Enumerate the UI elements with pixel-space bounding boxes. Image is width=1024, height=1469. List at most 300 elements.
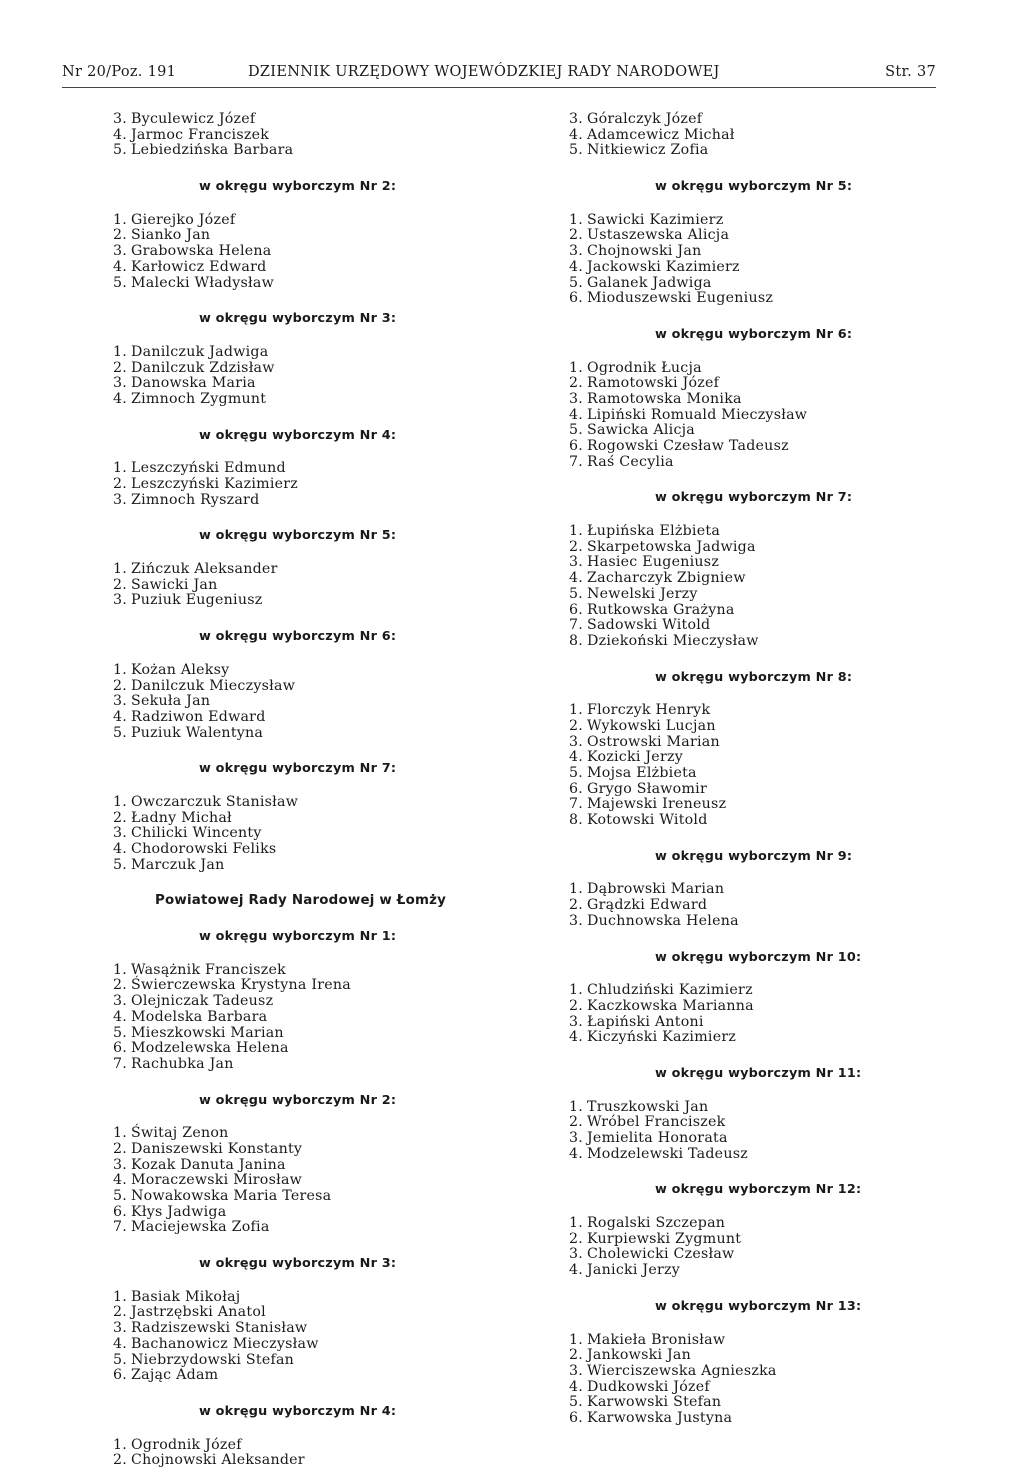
list-item xyxy=(569,587,909,603)
candidate-name: Nowakowska Maria Teresa xyxy=(131,1188,332,1204)
candidate-name: Kozicki Jerzy xyxy=(587,749,683,766)
council-heading: Powiatowej Rady Narodowej w Łomży xyxy=(155,893,447,909)
list-item xyxy=(569,750,909,766)
item-number: 5. xyxy=(569,274,584,291)
item-number: 2. xyxy=(113,977,128,994)
candidate-name: Leszczyński Edmund xyxy=(131,460,286,477)
list-item xyxy=(569,143,909,159)
item-number: 1. xyxy=(113,961,128,978)
candidate-name: Maciejewska Zofia xyxy=(131,1219,270,1236)
candidate-name: Radziwon Edward xyxy=(131,708,266,725)
list-item xyxy=(569,1100,909,1116)
list-item xyxy=(113,276,453,292)
spacer xyxy=(113,1073,453,1093)
district-heading: w okręgu wyborczym Nr 4: xyxy=(199,1403,397,1419)
list-item xyxy=(569,1364,909,1380)
list-item xyxy=(569,112,909,128)
item-number: 3. xyxy=(569,243,584,260)
candidate-name: Karwowska Justyna xyxy=(587,1409,733,1426)
candidate-name: Florczyk Henryk xyxy=(587,702,711,719)
spacer xyxy=(113,327,453,345)
candidate-name: Majewski Ireneusz xyxy=(587,796,727,813)
list-item xyxy=(569,618,909,634)
header-rule xyxy=(62,87,936,88)
district-heading: w okręgu wyborczym Nr 12: xyxy=(655,1182,862,1198)
candidate-name: Kozak Danuta Janina xyxy=(131,1156,286,1173)
item-number: 6. xyxy=(569,438,584,454)
list-item xyxy=(569,898,909,914)
item-number: 2. xyxy=(113,1452,128,1469)
list-item xyxy=(113,1305,453,1321)
candidate-name: Sawicki Kazimierz xyxy=(587,211,724,228)
item-number: 1. xyxy=(569,359,584,376)
spacer xyxy=(113,1272,453,1290)
list-item xyxy=(113,1142,453,1158)
item-number: 3. xyxy=(569,1246,584,1263)
item-number: 1. xyxy=(569,1098,584,1115)
list-item xyxy=(113,228,453,244)
page-header xyxy=(62,64,936,86)
item-number: 1. xyxy=(569,881,584,898)
candidate-name: Gierejko Józef xyxy=(131,211,236,228)
candidate-name: Skarpetowska Jadwiga xyxy=(587,538,756,555)
candidate-name: Basiak Mikołaj xyxy=(131,1288,241,1305)
list-item xyxy=(113,112,453,128)
item-number: 5. xyxy=(569,585,584,602)
item-number: 1. xyxy=(113,460,128,477)
item-number: 6. xyxy=(569,780,584,797)
item-number: 2. xyxy=(569,375,584,392)
list-item xyxy=(113,244,453,260)
item-number: 4. xyxy=(569,1378,584,1395)
candidate-name: Modzelewski Tadeusz xyxy=(587,1145,748,1162)
item-number: 1. xyxy=(569,523,584,540)
candidate-name: Rogowski Czesław Tadeusz xyxy=(587,438,789,454)
list-item xyxy=(569,455,909,471)
spacer xyxy=(569,159,909,179)
district-heading: w okręgu wyborczym Nr 9: xyxy=(655,848,853,864)
candidate-name: Kożan Aleksy xyxy=(131,661,230,678)
list-item xyxy=(569,439,909,455)
list-item xyxy=(569,797,909,813)
list-item xyxy=(569,392,909,408)
spacer xyxy=(113,1108,453,1126)
list-item xyxy=(569,914,909,930)
candidate-name: Zimnoch Zygmunt xyxy=(131,390,267,407)
candidate-name: Danilczuk Jadwiga xyxy=(131,343,269,360)
spacer xyxy=(113,1384,453,1404)
list-item xyxy=(113,1453,453,1469)
candidate-name: Jastrzębski Anatol xyxy=(131,1304,266,1321)
list-item xyxy=(569,228,909,244)
candidate-name: Łupińska Elżbieta xyxy=(587,523,721,540)
candidate-name: Wierciszewska Agnieszka xyxy=(587,1362,777,1379)
list-item xyxy=(569,634,909,650)
item-number: 2. xyxy=(569,1114,584,1131)
spacer xyxy=(113,741,453,761)
left-column xyxy=(113,112,453,1469)
item-number: 3. xyxy=(569,912,584,929)
item-number: 7. xyxy=(113,1219,128,1236)
district-heading: w okręgu wyborczym Nr 5: xyxy=(655,179,853,195)
candidate-name: Puziuk Eugeniusz xyxy=(131,592,263,609)
item-number: 4. xyxy=(113,1335,128,1352)
list-item xyxy=(569,1411,909,1427)
list-item xyxy=(569,361,909,377)
item-number: 3. xyxy=(569,1013,584,1030)
list-item xyxy=(569,571,909,587)
candidate-name: Ładny Michał xyxy=(131,809,232,826)
candidate-name: Galanek Jadwiga xyxy=(587,274,712,291)
journal-title: DZIENNIK URZĘDOWY WOJEWÓDZKIEJ RADY NARODOWEJ xyxy=(248,64,720,80)
list-item xyxy=(113,663,453,679)
list-item xyxy=(113,477,453,493)
item-number: 2. xyxy=(569,1347,584,1364)
district-heading: w okręgu wyborczym Nr 13: xyxy=(655,1298,862,1314)
spacer xyxy=(113,508,453,528)
candidate-name: Hasiec Eugeniusz xyxy=(587,554,720,571)
candidate-name: Owczarczuk Stanisław xyxy=(131,793,299,810)
item-number: 3. xyxy=(113,693,128,710)
list-item xyxy=(569,376,909,392)
candidate-name: Jarmoc Franciszek xyxy=(131,126,270,143)
candidate-name: Góralczyk Józef xyxy=(587,111,703,127)
candidate-name: Danowska Maria xyxy=(131,375,256,392)
item-number: 2. xyxy=(113,227,128,244)
candidate-name: Marczuk Jan xyxy=(131,856,225,873)
spacer xyxy=(569,1082,909,1100)
candidate-name: Janicki Jerzy xyxy=(587,1262,681,1279)
list-item xyxy=(113,128,453,144)
list-item xyxy=(113,1290,453,1306)
candidate-name: Jemielita Honorata xyxy=(587,1130,728,1146)
spacer xyxy=(569,650,909,670)
district-heading: w okręgu wyborczym Nr 5: xyxy=(199,528,397,544)
item-number: 2. xyxy=(113,359,128,376)
list-item xyxy=(569,813,909,829)
district-heading: w okręgu wyborczym Nr 1: xyxy=(199,929,397,945)
item-number: 8. xyxy=(569,812,584,829)
list-item xyxy=(113,1126,453,1142)
list-item xyxy=(569,1395,909,1411)
item-number: 3. xyxy=(569,1130,584,1146)
list-item xyxy=(569,719,909,735)
item-number: 2. xyxy=(113,576,128,593)
list-item xyxy=(569,766,909,782)
candidate-name: Zińczuk Aleksander xyxy=(131,561,278,578)
candidate-name: Jankowski Jan xyxy=(587,1347,692,1364)
item-number: 4. xyxy=(569,1145,584,1162)
list-item xyxy=(113,461,453,477)
spacer xyxy=(569,343,909,361)
item-number: 3. xyxy=(113,491,128,508)
item-number: 7. xyxy=(113,1055,128,1072)
page-number: Str. 37 xyxy=(885,64,936,80)
spacer xyxy=(113,159,453,179)
district-heading: w okręgu wyborczym Nr 6: xyxy=(655,326,853,342)
item-number: 4. xyxy=(569,258,584,275)
candidate-name: Danilczuk Zdzisław xyxy=(131,359,275,376)
item-number: 1. xyxy=(113,211,128,228)
item-number: 4. xyxy=(569,1262,584,1279)
item-number: 4. xyxy=(113,258,128,275)
spacer xyxy=(569,307,909,327)
candidate-name: Ostrowski Marian xyxy=(587,733,720,750)
candidate-name: Adamcewicz Michał xyxy=(587,126,735,143)
candidate-name: Grądzki Edward xyxy=(587,897,708,914)
item-number: 5. xyxy=(113,856,128,873)
candidate-name: Danilczuk Mieczysław xyxy=(131,677,296,694)
item-number: 1. xyxy=(569,1215,584,1232)
item-number: 4. xyxy=(113,126,128,143)
list-item xyxy=(569,1348,909,1364)
list-item xyxy=(113,213,453,229)
candidate-name: Ramotowski Józef xyxy=(587,375,720,392)
candidate-name: Kłys Jadwiga xyxy=(131,1203,227,1220)
spacer xyxy=(113,873,453,893)
list-item xyxy=(113,1337,453,1353)
list-item xyxy=(113,376,453,392)
spacer xyxy=(569,965,909,983)
item-number: 5. xyxy=(569,765,584,781)
item-number: 2. xyxy=(113,1304,128,1321)
list-item xyxy=(113,1220,453,1236)
list-item xyxy=(113,493,453,509)
candidate-name: Radziszewski Stanisław xyxy=(131,1320,308,1337)
item-number: 4. xyxy=(113,841,128,857)
list-item xyxy=(569,1216,909,1232)
list-item xyxy=(113,1010,453,1026)
candidate-name: Łapiński Antoni xyxy=(587,1013,704,1030)
candidate-name: Zimnoch Ryszard xyxy=(131,491,260,508)
item-number: 4. xyxy=(569,570,584,587)
list-item xyxy=(113,710,453,726)
candidate-name: Kaczkowska Marianna xyxy=(587,997,754,1014)
item-number: 1. xyxy=(569,702,584,719)
spacer xyxy=(113,609,453,629)
item-number: 7. xyxy=(569,617,584,634)
item-number: 6. xyxy=(113,1203,128,1220)
item-number: 8. xyxy=(569,632,584,649)
list-item xyxy=(113,811,453,827)
list-item xyxy=(569,555,909,571)
list-item xyxy=(113,578,453,594)
candidate-name: Malecki Władysław xyxy=(131,274,274,291)
list-item xyxy=(569,260,909,276)
list-item xyxy=(113,1173,453,1189)
item-number: 2. xyxy=(113,677,128,694)
candidate-name: Chojnowski Aleksander xyxy=(131,1452,305,1469)
spacer xyxy=(113,195,453,213)
candidate-name: Karwowski Stefan xyxy=(587,1394,722,1411)
list-item xyxy=(569,1247,909,1263)
item-number: 2. xyxy=(569,227,584,244)
item-number: 3. xyxy=(569,733,584,750)
item-number: 5. xyxy=(113,274,128,291)
list-item xyxy=(113,1321,453,1337)
item-number: 6. xyxy=(113,1367,128,1384)
candidate-name: Zając Adam xyxy=(131,1367,219,1384)
spacer xyxy=(569,930,909,950)
list-item xyxy=(569,782,909,798)
list-item xyxy=(113,1189,453,1205)
item-number: 3. xyxy=(113,592,128,609)
spacer xyxy=(569,470,909,490)
district-heading: w okręgu wyborczym Nr 10: xyxy=(655,949,862,965)
item-number: 3. xyxy=(113,825,128,842)
item-number: 1. xyxy=(113,793,128,810)
list-item xyxy=(569,1115,909,1131)
item-number: 2. xyxy=(569,717,584,734)
candidate-name: Cholewicki Czesław xyxy=(587,1246,735,1263)
list-item xyxy=(113,826,453,842)
candidate-name: Dudkowski Józef xyxy=(587,1378,710,1395)
candidate-name: Lipiński Romuald Mieczysław xyxy=(587,406,808,423)
item-number: 2. xyxy=(569,538,584,555)
candidate-name: Świerczewska Krystyna Irena xyxy=(131,977,352,994)
district-heading: w okręgu wyborczym Nr 8: xyxy=(655,669,853,685)
list-item xyxy=(113,994,453,1010)
list-item xyxy=(569,603,909,619)
list-item xyxy=(569,128,909,144)
item-number: 3. xyxy=(113,375,128,392)
candidate-name: Sawicki Jan xyxy=(131,576,218,593)
list-item xyxy=(113,562,453,578)
candidate-name: Chojnowski Jan xyxy=(587,243,702,260)
candidate-name: Rutkowska Grażyna xyxy=(587,601,735,618)
list-item xyxy=(113,858,453,874)
list-item xyxy=(113,1353,453,1369)
item-number: 1. xyxy=(113,343,128,360)
candidate-name: Modelska Barbara xyxy=(131,1008,268,1025)
spacer xyxy=(569,1162,909,1182)
candidate-name: Sadowski Witold xyxy=(587,617,711,634)
candidate-name: Chilicki Wincenty xyxy=(131,825,262,842)
candidate-name: Ogrodnik Łucja xyxy=(587,359,702,376)
spacer xyxy=(113,443,453,461)
candidate-name: Kiczyński Kazimierz xyxy=(587,1029,737,1046)
list-item xyxy=(113,726,453,742)
candidate-name: Mojsa Elżbieta xyxy=(587,765,697,781)
item-number: 3. xyxy=(569,111,584,127)
list-item xyxy=(113,1057,453,1073)
candidate-name: Dziekoński Mieczysław xyxy=(587,632,759,649)
candidate-name: Makieła Bronisław xyxy=(587,1331,726,1348)
item-number: 6. xyxy=(569,1409,584,1426)
candidate-name: Puziuk Walentyna xyxy=(131,724,264,741)
item-number: 4. xyxy=(569,1029,584,1046)
candidate-name: Wasążnik Franciszek xyxy=(131,961,287,978)
item-number: 3. xyxy=(113,1156,128,1173)
candidate-name: Grygo Sławomir xyxy=(587,780,707,797)
list-item xyxy=(113,1026,453,1042)
item-number: 5. xyxy=(569,1394,584,1411)
item-number: 3. xyxy=(569,390,584,407)
list-item xyxy=(113,392,453,408)
list-item xyxy=(569,291,909,307)
candidate-name: Zacharczyk Zbigniew xyxy=(587,570,746,587)
item-number: 1. xyxy=(569,1331,584,1348)
spacer xyxy=(569,1198,909,1216)
candidate-name: Ogrodnik Józef xyxy=(131,1436,242,1453)
list-item xyxy=(113,345,453,361)
candidate-name: Ramotowska Monika xyxy=(587,390,742,407)
list-item xyxy=(113,1368,453,1384)
candidate-name: Daniszewski Konstanty xyxy=(131,1140,303,1157)
list-item xyxy=(113,795,453,811)
item-number: 2. xyxy=(113,809,128,826)
candidate-name: Lebiedzińska Barbara xyxy=(131,142,294,159)
item-number: 5. xyxy=(113,1024,128,1041)
list-item xyxy=(569,213,909,229)
candidate-name: Chodorowski Feliks xyxy=(131,841,277,857)
list-item xyxy=(113,978,453,994)
right-column xyxy=(569,112,909,1427)
candidate-name: Chludziński Kazimierz xyxy=(587,982,753,999)
candidate-name: Sekuła Jan xyxy=(131,693,211,710)
item-number: 1. xyxy=(113,561,128,578)
list-item xyxy=(569,1333,909,1349)
list-item xyxy=(569,999,909,1015)
list-item xyxy=(113,1158,453,1174)
spacer xyxy=(569,864,909,882)
candidate-name: Sawicka Alicja xyxy=(587,422,695,439)
item-number: 1. xyxy=(113,1125,128,1142)
list-item xyxy=(569,408,909,424)
item-number: 5. xyxy=(113,142,128,159)
candidate-name: Leszczyński Kazimierz xyxy=(131,476,299,492)
item-number: 3. xyxy=(113,243,128,260)
candidate-name: Mieszkowski Marian xyxy=(131,1024,284,1041)
list-item xyxy=(569,423,909,439)
spacer xyxy=(569,1046,909,1066)
candidate-name: Moraczewski Mirosław xyxy=(131,1172,303,1189)
list-item xyxy=(113,361,453,377)
list-item xyxy=(569,1380,909,1396)
spacer xyxy=(113,909,453,929)
item-number: 2. xyxy=(569,997,584,1014)
item-number: 5. xyxy=(569,142,584,159)
district-heading: w okręgu wyborczym Nr 6: xyxy=(199,629,397,645)
candidate-name: Olejniczak Tadeusz xyxy=(131,993,274,1010)
candidate-name: Nitkiewicz Zofia xyxy=(587,142,709,159)
item-number: 4. xyxy=(113,390,128,407)
list-item xyxy=(113,593,453,609)
spacer xyxy=(113,544,453,562)
district-heading: w okręgu wyborczym Nr 11: xyxy=(655,1065,862,1081)
spacer xyxy=(113,945,453,963)
district-heading: w okręgu wyborczym Nr 7: xyxy=(199,761,397,777)
item-number: 5. xyxy=(113,1351,128,1368)
spacer xyxy=(113,1420,453,1438)
list-item xyxy=(113,842,453,858)
district-heading: w okręgu wyborczym Nr 7: xyxy=(655,490,853,506)
item-number: 6. xyxy=(569,601,584,618)
item-number: 3. xyxy=(569,554,584,571)
list-item xyxy=(569,524,909,540)
list-item xyxy=(113,1438,453,1454)
spacer xyxy=(113,291,453,311)
item-number: 4. xyxy=(569,749,584,766)
list-item xyxy=(569,735,909,751)
list-item xyxy=(569,1263,909,1279)
district-heading: w okręgu wyborczym Nr 3: xyxy=(199,1256,397,1272)
spacer xyxy=(569,506,909,524)
candidate-name: Rachubka Jan xyxy=(131,1055,234,1072)
item-number: 2. xyxy=(113,476,128,492)
item-number: 6. xyxy=(113,1040,128,1057)
item-number: 5. xyxy=(113,724,128,741)
